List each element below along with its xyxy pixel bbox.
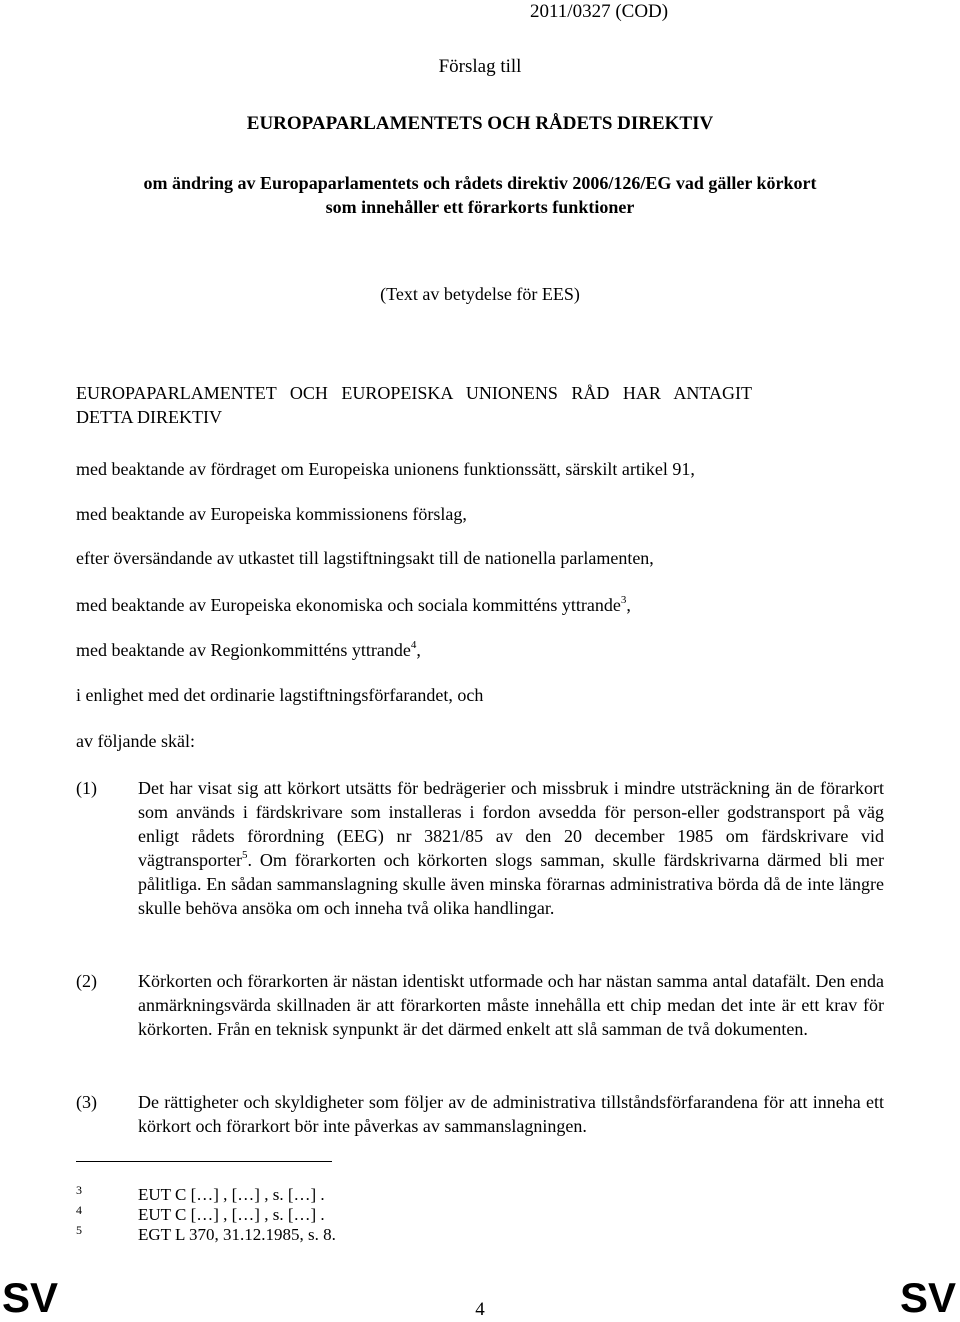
page-number: 4 <box>475 1299 485 1320</box>
subtitle-line-1: om ändring av Europaparlamentets och rådets direktiv 2006/126/EG vad gäller körkort <box>143 173 817 193</box>
proposal-label: Förslag till <box>438 56 522 77</box>
citation-4-text: med beaktande av Europeiska ekonomiska och sociala kommitténs yttrande <box>76 595 621 615</box>
recital-3-number: (3) <box>76 1092 97 1112</box>
recital-3-text: De rättigheter och skyldigheter som följer av de administrativa tillståndsförfarandena för att inneha ett körkort och förarkort bör inte påverkas av sammanslagningen. <box>138 1092 884 1136</box>
citation-7: av följande skäl: <box>76 731 195 751</box>
footnote-separator <box>76 1161 332 1162</box>
citation-5-tail: , <box>416 640 421 660</box>
procedure-reference: 2011/0327 (COD) <box>530 1 669 22</box>
recital-1-text-b: . Om förarkorten och körkorten slogs samman, skulle färdskrivarna därmed bli mer pålitliga. En sådan sammanslagning skulle även minska förarnas administrativa börda då de inte längre skulle behöva ansöka om och inneha två olika handlingar. <box>138 850 884 918</box>
footnote-4-text: EUT C […] , […] , s. […] . <box>138 1205 325 1224</box>
citation-6: i enlighet med det ordinarie lagstiftningsförfarandet, och <box>76 685 484 705</box>
citation-5-text: med beaktande av Regionkommitténs yttrande <box>76 640 411 660</box>
recital-2-text: Körkorten och förarkorten är nästan identiskt utformade och har nästan samma antal datafält. Den enda anmärkningsvärda skillnaden är att förarkorten måste innehålla ett chip medan det inte är ett krav för körkorten. Från en teknisk synpunkt är det därmed enkelt att slå samman de två dokumenten. <box>138 971 884 1039</box>
footnote-5-text: EGT L 370, 31.12.1985, s. 8. <box>138 1225 336 1244</box>
enacting-line-2: DETTA DIREKTIV <box>76 407 223 427</box>
footer-language-right: SV <box>899 1274 956 1321</box>
subtitle-line-2: som innehåller ett förarkorts funktioner <box>325 197 635 217</box>
enacting-line-1: EUROPAPARLAMENTET OCH EUROPEISKA UNIONENS RÅD HAR ANTAGIT <box>76 383 752 403</box>
citation-3: efter översändande av utkastet till lagstiftningsakt till de nationella parlamenten, <box>76 548 654 568</box>
footnote-5-number: 5 <box>76 1223 82 1237</box>
footnote-3-number: 3 <box>76 1183 82 1197</box>
footer-language-left: SV <box>2 1274 59 1321</box>
citation-4-tail: , <box>626 595 631 615</box>
footnote-ref-5: 5 <box>241 849 248 861</box>
eea-relevance: (Text av betydelse för EES) <box>380 284 580 304</box>
citation-5 <box>76 638 421 662</box>
citation-4 <box>76 593 631 617</box>
footnote-3-text: EUT C […] , […] , s. […] . <box>138 1185 325 1204</box>
footnote-ref-3: 3 <box>620 594 627 606</box>
citation-1: med beaktande av fördraget om Europeiska unionens funktionssätt, särskilt artikel 91, <box>76 459 695 479</box>
recital-1-number: (1) <box>76 778 97 798</box>
recital-2-number: (2) <box>76 971 97 991</box>
footnote-ref-4: 4 <box>410 639 417 651</box>
recital-1-text <box>138 776 884 920</box>
footnote-4-number: 4 <box>76 1203 82 1217</box>
citation-2: med beaktande av Europeiska kommissionens förslag, <box>76 504 467 524</box>
recital-1-text-a: Det har visat sig att körkort utsätts för bedrägerier och missbruk i mindre utsträckning än de förarkort som används i färdskrivare som installeras i fordon avsedda för person-eller godstransport på väg enligt rådets förordning (EEG) nr 3821/85 av den 20 december 1985 om färdskrivare vid vägtransporter <box>138 778 884 870</box>
document-title: EUROPAPARLAMENTETS OCH RÅDETS DIREKTIV <box>246 113 714 134</box>
